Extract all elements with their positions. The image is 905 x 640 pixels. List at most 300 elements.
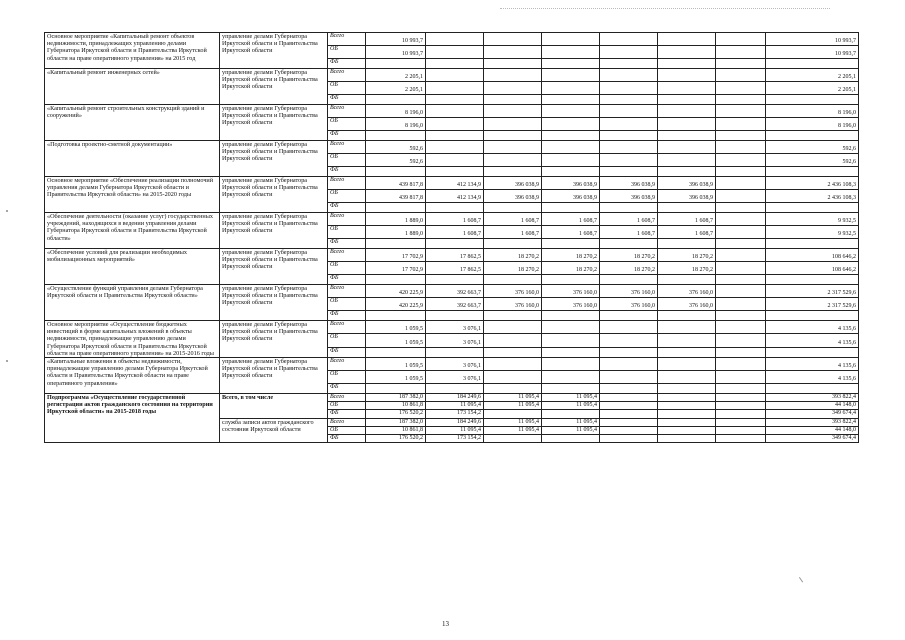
amount-cell: [716, 249, 766, 262]
amount-cell: [658, 141, 716, 154]
amount-cell: [542, 118, 600, 131]
amount-cell: [366, 95, 426, 105]
amount-cell: 1 608,7: [484, 213, 542, 226]
amount-cell: [716, 298, 766, 311]
amount-cell: [426, 59, 484, 69]
amount-cell: [716, 190, 766, 203]
scan-artifact: [799, 574, 808, 583]
executor-name: управление делами Губернатора Иркутской области и Правительства Иркутской области: [220, 141, 328, 177]
amount-cell: 108 646,2: [766, 249, 859, 262]
amount-cell: [484, 95, 542, 105]
amount-cell: 11 095,4: [542, 402, 600, 410]
amount-cell: [600, 321, 658, 334]
activity-name: «Обеспечение деятельности (оказание услуг) государственных учреждений, находящихся в ведении управления делами Губернатора Иркутской области и Правительства Иркутской области»: [45, 213, 220, 249]
funding-source: ОБ: [328, 298, 366, 311]
amount-cell: [600, 394, 658, 402]
amount-cell: 187 382,0: [366, 418, 426, 426]
amount-cell: [716, 69, 766, 82]
amount-cell: [658, 275, 716, 285]
amount-cell: [600, 275, 658, 285]
amount-cell: 11 095,4: [484, 418, 542, 426]
amount-cell: 18 270,2: [600, 249, 658, 262]
activity-name: «Осуществление функций управления делами Губернатора Иркутской области и Правительства Иркутской области»: [45, 285, 220, 321]
amount-cell: [484, 275, 542, 285]
amount-cell: [658, 435, 716, 443]
amount-cell: 396 038,9: [658, 190, 716, 203]
amount-cell: 412 134,9: [426, 190, 484, 203]
amount-cell: [366, 347, 426, 357]
amount-cell: [716, 105, 766, 118]
amount-cell: [600, 141, 658, 154]
amount-cell: [600, 105, 658, 118]
funding-source: Всего: [328, 249, 366, 262]
amount-cell: 376 160,0: [484, 285, 542, 298]
amount-cell: 10 993,7: [366, 33, 426, 46]
table-row: [45, 69, 859, 82]
amount-cell: 4 135,6: [766, 371, 859, 384]
amount-cell: [716, 418, 766, 426]
amount-cell: [766, 311, 859, 321]
amount-cell: [658, 69, 716, 82]
amount-cell: [766, 59, 859, 69]
amount-cell: [658, 154, 716, 167]
amount-cell: [366, 384, 426, 394]
amount-cell: [658, 203, 716, 213]
funding-source: Всего: [328, 418, 366, 426]
amount-cell: [600, 154, 658, 167]
amount-cell: 176 520,2: [366, 410, 426, 418]
amount-cell: [658, 311, 716, 321]
amount-cell: [426, 239, 484, 249]
amount-cell: [542, 154, 600, 167]
activity-name: «Подготовка проектно-сметной документации»: [45, 141, 220, 177]
amount-cell: 412 134,9: [426, 177, 484, 190]
amount-cell: [766, 203, 859, 213]
scan-dot: [6, 360, 8, 362]
amount-cell: 11 095,4: [484, 394, 542, 402]
amount-cell: [716, 334, 766, 347]
amount-cell: [484, 154, 542, 167]
table-row: [45, 105, 859, 118]
amount-cell: 396 038,9: [658, 177, 716, 190]
amount-cell: [658, 426, 716, 434]
amount-cell: [542, 131, 600, 141]
amount-cell: [658, 105, 716, 118]
amount-cell: 11 095,4: [542, 394, 600, 402]
amount-cell: [658, 118, 716, 131]
amount-cell: [426, 154, 484, 167]
amount-cell: 3 076,1: [426, 334, 484, 347]
amount-cell: 1 059,5: [366, 321, 426, 334]
funding-source: ФБ: [328, 435, 366, 443]
amount-cell: [600, 410, 658, 418]
amount-cell: [658, 384, 716, 394]
amount-cell: [426, 95, 484, 105]
amount-cell: 1 889,0: [366, 213, 426, 226]
amount-cell: 1 059,5: [366, 371, 426, 384]
amount-cell: [426, 311, 484, 321]
amount-cell: 592,6: [366, 141, 426, 154]
amount-cell: [484, 141, 542, 154]
funding-source: ОБ: [328, 82, 366, 95]
executor-name: управление делами Губернатора Иркутской области и Правительства Иркутской области: [220, 177, 328, 213]
executor-name: управление делами Губернатора Иркутской области и Правительства Иркутской области: [220, 213, 328, 249]
funding-source: ФБ: [328, 95, 366, 105]
funding-source: Всего: [328, 33, 366, 46]
amount-cell: 8 196,0: [766, 118, 859, 131]
amount-cell: 420 225,9: [366, 285, 426, 298]
amount-cell: [600, 46, 658, 59]
amount-cell: [716, 46, 766, 59]
amount-cell: [766, 384, 859, 394]
amount-cell: [542, 347, 600, 357]
amount-cell: [426, 141, 484, 154]
amount-cell: [542, 371, 600, 384]
funding-source: ФБ: [328, 275, 366, 285]
amount-cell: [484, 358, 542, 371]
table-row: [45, 358, 859, 371]
amount-cell: [484, 347, 542, 357]
amount-cell: 376 160,0: [542, 298, 600, 311]
funding-source: ОБ: [328, 46, 366, 59]
funding-source: ФБ: [328, 239, 366, 249]
activity-name: «Капитальный ремонт инженерных сетей»: [45, 69, 220, 105]
amount-cell: 184 249,6: [426, 418, 484, 426]
amount-cell: [658, 410, 716, 418]
funding-source: Всего: [328, 177, 366, 190]
amount-cell: [542, 203, 600, 213]
amount-cell: 11 095,4: [542, 426, 600, 434]
amount-cell: [716, 95, 766, 105]
amount-cell: 1 889,0: [366, 226, 426, 239]
amount-cell: [716, 82, 766, 95]
amount-cell: [600, 311, 658, 321]
funding-source: ОБ: [328, 371, 366, 384]
amount-cell: 4 135,6: [766, 358, 859, 371]
amount-cell: 17 702,9: [366, 249, 426, 262]
amount-cell: [716, 226, 766, 239]
amount-cell: 592,6: [766, 154, 859, 167]
funding-source: ОБ: [328, 426, 366, 434]
amount-cell: 2 205,1: [366, 69, 426, 82]
activity-name: «Обеспечение условий для реализации необходимых мобилизационных мероприятий»: [45, 249, 220, 285]
amount-cell: 392 663,7: [426, 285, 484, 298]
table-row: [45, 213, 859, 226]
amount-cell: [658, 402, 716, 410]
amount-cell: 173 154,2: [426, 435, 484, 443]
amount-cell: [426, 46, 484, 59]
scan-artifact: [500, 8, 830, 9]
amount-cell: 187 382,0: [366, 394, 426, 402]
funding-source: Всего: [328, 213, 366, 226]
amount-cell: 44 148,0: [766, 426, 859, 434]
funding-source: Всего: [328, 105, 366, 118]
amount-cell: 1 059,5: [366, 358, 426, 371]
amount-cell: 3 076,1: [426, 371, 484, 384]
amount-cell: 376 160,0: [484, 298, 542, 311]
executor-name: служба записи актов гражданского состояния Иркутской области: [220, 418, 328, 443]
funding-source: Всего: [328, 141, 366, 154]
amount-cell: [542, 334, 600, 347]
amount-cell: [542, 59, 600, 69]
amount-cell: [766, 131, 859, 141]
amount-cell: [426, 33, 484, 46]
amount-cell: 393 822,4: [766, 418, 859, 426]
amount-cell: 439 817,8: [366, 177, 426, 190]
amount-cell: [484, 46, 542, 59]
activity-name: «Капитальный ремонт строительных конструкций зданий и сооружений»: [45, 105, 220, 141]
amount-cell: [716, 435, 766, 443]
funding-source: ОБ: [328, 118, 366, 131]
amount-cell: 1 608,7: [600, 213, 658, 226]
amount-cell: [766, 95, 859, 105]
amount-cell: [426, 131, 484, 141]
amount-cell: 9 932,5: [766, 226, 859, 239]
funding-source: ФБ: [328, 203, 366, 213]
table-row: [45, 249, 859, 262]
amount-cell: 18 270,2: [484, 249, 542, 262]
amount-cell: 3 076,1: [426, 358, 484, 371]
amount-cell: 11 095,4: [542, 418, 600, 426]
amount-cell: [542, 141, 600, 154]
amount-cell: 10 861,8: [366, 426, 426, 434]
amount-cell: [766, 347, 859, 357]
amount-cell: 376 160,0: [658, 298, 716, 311]
amount-cell: 592,6: [766, 141, 859, 154]
table-row: [45, 33, 859, 46]
amount-cell: [366, 131, 426, 141]
funding-source: ФБ: [328, 131, 366, 141]
amount-cell: 396 038,9: [484, 177, 542, 190]
amount-cell: [716, 262, 766, 275]
funding-source: ФБ: [328, 311, 366, 321]
amount-cell: [658, 167, 716, 177]
amount-cell: [658, 418, 716, 426]
funding-source: ОБ: [328, 226, 366, 239]
amount-cell: 1 608,7: [600, 226, 658, 239]
amount-cell: [716, 131, 766, 141]
funding-source: ОБ: [328, 402, 366, 410]
amount-cell: [600, 33, 658, 46]
amount-cell: [484, 410, 542, 418]
amount-cell: [426, 384, 484, 394]
amount-cell: 173 154,2: [426, 410, 484, 418]
amount-cell: 349 674,4: [766, 410, 859, 418]
amount-cell: [426, 203, 484, 213]
amount-cell: [716, 394, 766, 402]
amount-cell: 1 608,7: [426, 226, 484, 239]
amount-cell: 10 993,7: [766, 46, 859, 59]
table-row: [45, 141, 859, 154]
amount-cell: [484, 435, 542, 443]
amount-cell: 1 608,7: [484, 226, 542, 239]
activity-name: Основное мероприятие «Осуществление бюджетных инвестиций в форме капитальных вложений в объекты недвижимости, принадлежащие управлению делами Губернатора Иркутской области и Правительства Иркутской области на праве оперативного управления» на 2015-2016 годы: [45, 321, 220, 358]
amount-cell: 592,6: [366, 154, 426, 167]
amount-cell: [542, 321, 600, 334]
amount-cell: 1 608,7: [658, 213, 716, 226]
amount-cell: 3 076,1: [426, 321, 484, 334]
executor-name: управление делами Губернатора Иркутской области и Правительства Иркутской области: [220, 69, 328, 105]
amount-cell: [484, 82, 542, 95]
amount-cell: 8 196,0: [366, 118, 426, 131]
amount-cell: [366, 311, 426, 321]
amount-cell: [484, 321, 542, 334]
amount-cell: 18 270,2: [542, 249, 600, 262]
amount-cell: [484, 384, 542, 394]
amount-cell: [542, 69, 600, 82]
amount-cell: 393 822,4: [766, 394, 859, 402]
executor-name: управление делами Губернатора Иркутской области и Правительства Иркутской области: [220, 285, 328, 321]
amount-cell: [658, 347, 716, 357]
amount-cell: [366, 59, 426, 69]
amount-cell: [426, 347, 484, 357]
amount-cell: [600, 402, 658, 410]
funding-source: ФБ: [328, 384, 366, 394]
amount-cell: 108 646,2: [766, 262, 859, 275]
amount-cell: [716, 203, 766, 213]
amount-cell: 2 205,1: [366, 82, 426, 95]
amount-cell: [600, 334, 658, 347]
amount-cell: [366, 167, 426, 177]
executor-name: управление делами Губернатора Иркутской области и Правительства Иркутской области: [220, 358, 328, 394]
amount-cell: 396 038,9: [600, 177, 658, 190]
funding-source: Всего: [328, 321, 366, 334]
executor-name: управление делами Губернатора Иркутской области и Правительства Иркутской области: [220, 105, 328, 141]
amount-cell: 4 135,6: [766, 334, 859, 347]
amount-cell: [600, 358, 658, 371]
amount-cell: 8 196,0: [366, 105, 426, 118]
amount-cell: [484, 371, 542, 384]
funding-source: ОБ: [328, 190, 366, 203]
funding-source: Всего: [328, 394, 366, 402]
table-row: [45, 394, 859, 402]
amount-cell: [658, 95, 716, 105]
amount-cell: [542, 239, 600, 249]
amount-cell: 17 862,5: [426, 249, 484, 262]
amount-cell: [716, 141, 766, 154]
amount-cell: [600, 371, 658, 384]
amount-cell: [658, 394, 716, 402]
amount-cell: [600, 131, 658, 141]
amount-cell: 396 038,9: [542, 177, 600, 190]
amount-cell: [542, 275, 600, 285]
amount-cell: [600, 59, 658, 69]
amount-cell: [716, 410, 766, 418]
table-row: [45, 321, 859, 334]
subprogram-name: Подпрограмма «Осуществление государственной регистрации актов гражданского состояния на территории Иркутской области» на 2015-2018 годы: [45, 394, 220, 443]
executor-name: управление делами Губернатора Иркутской области и Правительства Иркутской области: [220, 249, 328, 285]
amount-cell: [716, 33, 766, 46]
amount-cell: [542, 46, 600, 59]
amount-cell: 18 270,2: [658, 262, 716, 275]
amount-cell: [658, 59, 716, 69]
amount-cell: [716, 118, 766, 131]
budget-table: [44, 32, 859, 443]
executor-name: Всего, в том числе: [220, 394, 328, 419]
amount-cell: [716, 347, 766, 357]
amount-cell: 4 135,6: [766, 321, 859, 334]
executor-name: управление делами Губернатора Иркутской области и Правительства Иркутской области: [220, 321, 328, 358]
amount-cell: [484, 105, 542, 118]
amount-cell: [716, 402, 766, 410]
amount-cell: [484, 203, 542, 213]
amount-cell: [658, 239, 716, 249]
amount-cell: [484, 69, 542, 82]
amount-cell: 349 674,4: [766, 435, 859, 443]
page-number: 13: [442, 620, 449, 628]
amount-cell: [716, 177, 766, 190]
amount-cell: [600, 384, 658, 394]
amount-cell: [600, 239, 658, 249]
amount-cell: [426, 69, 484, 82]
amount-cell: [658, 82, 716, 95]
table-row: [45, 285, 859, 298]
amount-cell: 11 095,4: [484, 426, 542, 434]
amount-cell: 17 702,9: [366, 262, 426, 275]
amount-cell: [658, 321, 716, 334]
amount-cell: [426, 82, 484, 95]
amount-cell: [484, 131, 542, 141]
amount-cell: 2 205,1: [766, 82, 859, 95]
amount-cell: [658, 371, 716, 384]
funding-source: Всего: [328, 285, 366, 298]
amount-cell: [600, 418, 658, 426]
amount-cell: [600, 69, 658, 82]
amount-cell: 10 993,7: [766, 33, 859, 46]
amount-cell: [542, 95, 600, 105]
activity-name: «Капитальные вложения в объекты недвижимости, принадлежащие управлению делами Губернатора Иркутской области и Правительства Иркутской области на праве оперативного управления»: [45, 358, 220, 394]
table-row: [45, 177, 859, 190]
funding-source: ОБ: [328, 334, 366, 347]
amount-cell: [542, 410, 600, 418]
amount-cell: 1 608,7: [542, 226, 600, 239]
amount-cell: [484, 33, 542, 46]
amount-cell: [600, 203, 658, 213]
amount-cell: [426, 167, 484, 177]
funding-source: ФБ: [328, 410, 366, 418]
amount-cell: 1 608,7: [426, 213, 484, 226]
amount-cell: [542, 105, 600, 118]
amount-cell: [366, 275, 426, 285]
amount-cell: [716, 154, 766, 167]
funding-source: ФБ: [328, 167, 366, 177]
amount-cell: [658, 46, 716, 59]
amount-cell: 2 317 529,6: [766, 285, 859, 298]
amount-cell: 439 817,8: [366, 190, 426, 203]
amount-cell: [716, 285, 766, 298]
amount-cell: [716, 426, 766, 434]
funding-source: ФБ: [328, 347, 366, 357]
amount-cell: [484, 239, 542, 249]
funding-source: ФБ: [328, 59, 366, 69]
amount-cell: [600, 167, 658, 177]
amount-cell: 9 932,5: [766, 213, 859, 226]
amount-cell: 376 160,0: [600, 285, 658, 298]
amount-cell: 18 270,2: [484, 262, 542, 275]
amount-cell: 2 317 529,6: [766, 298, 859, 311]
amount-cell: [766, 239, 859, 249]
scan-dot: [6, 210, 8, 212]
amount-cell: [658, 358, 716, 371]
amount-cell: [600, 426, 658, 434]
amount-cell: [426, 275, 484, 285]
amount-cell: 396 038,9: [484, 190, 542, 203]
amount-cell: [600, 347, 658, 357]
amount-cell: 376 160,0: [542, 285, 600, 298]
amount-cell: [658, 334, 716, 347]
amount-cell: 420 225,9: [366, 298, 426, 311]
amount-cell: 2 205,1: [766, 69, 859, 82]
